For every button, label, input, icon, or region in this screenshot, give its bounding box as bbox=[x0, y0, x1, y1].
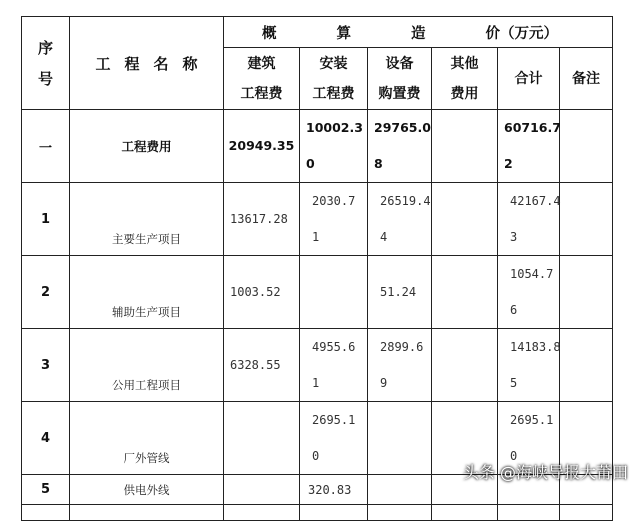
note-cell bbox=[560, 110, 613, 183]
install-cost-header: 安装 工程费 bbox=[300, 48, 368, 110]
install-cost-cell: 2030.7 1 bbox=[300, 183, 368, 256]
row-name: 辅助生产项目 bbox=[70, 256, 224, 329]
other-cost-cell bbox=[432, 329, 498, 402]
estimate-table bbox=[21, 16, 613, 521]
install-cost-cell: 320.83 bbox=[300, 475, 368, 505]
row-name: 主要生产项目 bbox=[70, 183, 224, 256]
row-name: 工程费用 bbox=[70, 110, 224, 183]
row-seq: 1 bbox=[22, 183, 70, 256]
total-cell: 1054.7 6 bbox=[498, 256, 560, 329]
total-cell: 2695.1 0 bbox=[498, 402, 560, 475]
building-cost-cell: 20949.35 bbox=[224, 110, 300, 183]
name-header: 工程名称 bbox=[70, 17, 224, 110]
row-seq: 4 bbox=[22, 402, 70, 475]
total-cell: 60716.7 2 bbox=[498, 110, 560, 183]
table-row bbox=[22, 110, 613, 183]
row-seq: 2 bbox=[22, 256, 70, 329]
watermark bbox=[463, 460, 628, 483]
note-cell bbox=[560, 256, 613, 329]
equipment-cost-cell bbox=[368, 475, 432, 505]
other-cost-cell bbox=[432, 110, 498, 183]
row-seq: 一 bbox=[22, 110, 70, 183]
total-cell: 42167.4 3 bbox=[498, 183, 560, 256]
equipment-cost-cell: 2899.6 9 bbox=[368, 329, 432, 402]
other-cost-header: 其他 费用 bbox=[432, 48, 498, 110]
row-seq: 3 bbox=[22, 329, 70, 402]
install-cost-cell bbox=[300, 256, 368, 329]
other-cost-cell bbox=[432, 256, 498, 329]
equipment-cost-cell: 26519.4 4 bbox=[368, 183, 432, 256]
other-cost-cell bbox=[432, 183, 498, 256]
table-row bbox=[22, 329, 613, 402]
estimate-header: 概 算 造 价（万元） bbox=[224, 17, 613, 48]
building-cost-cell: 13617.28 bbox=[224, 183, 300, 256]
row-name: 公用工程项目 bbox=[70, 329, 224, 402]
building-cost-cell bbox=[224, 475, 300, 505]
equipment-cost-cell: 29765.0 8 bbox=[368, 110, 432, 183]
row-seq: 5 bbox=[22, 475, 70, 505]
total-cell: 14183.8 5 bbox=[498, 329, 560, 402]
install-cost-cell: 4955.6 1 bbox=[300, 329, 368, 402]
building-cost-header: 建筑 工程费 bbox=[224, 48, 300, 110]
equipment-cost-cell bbox=[368, 402, 432, 475]
building-cost-cell: 6328.55 bbox=[224, 329, 300, 402]
watermark-text: 头条 @海峡导报大莆田 bbox=[462, 463, 628, 482]
seq-header: 序 号 bbox=[22, 17, 70, 110]
table-row bbox=[22, 256, 613, 329]
table-row bbox=[22, 183, 613, 256]
building-cost-cell bbox=[224, 402, 300, 475]
equipment-cost-header: 设备 购置费 bbox=[368, 48, 432, 110]
install-cost-cell: 2695.1 0 bbox=[300, 402, 368, 475]
row-name: 供电外线 bbox=[70, 475, 224, 505]
total-header: 合计 bbox=[498, 48, 560, 110]
note-header: 备注 bbox=[560, 48, 613, 110]
install-cost-cell: 10002.3 0 bbox=[300, 110, 368, 183]
equipment-cost-cell: 51.24 bbox=[368, 256, 432, 329]
row-name: 厂外管线 bbox=[70, 402, 224, 475]
building-cost-cell: 1003.52 bbox=[224, 256, 300, 329]
note-cell bbox=[560, 329, 613, 402]
note-cell bbox=[560, 183, 613, 256]
